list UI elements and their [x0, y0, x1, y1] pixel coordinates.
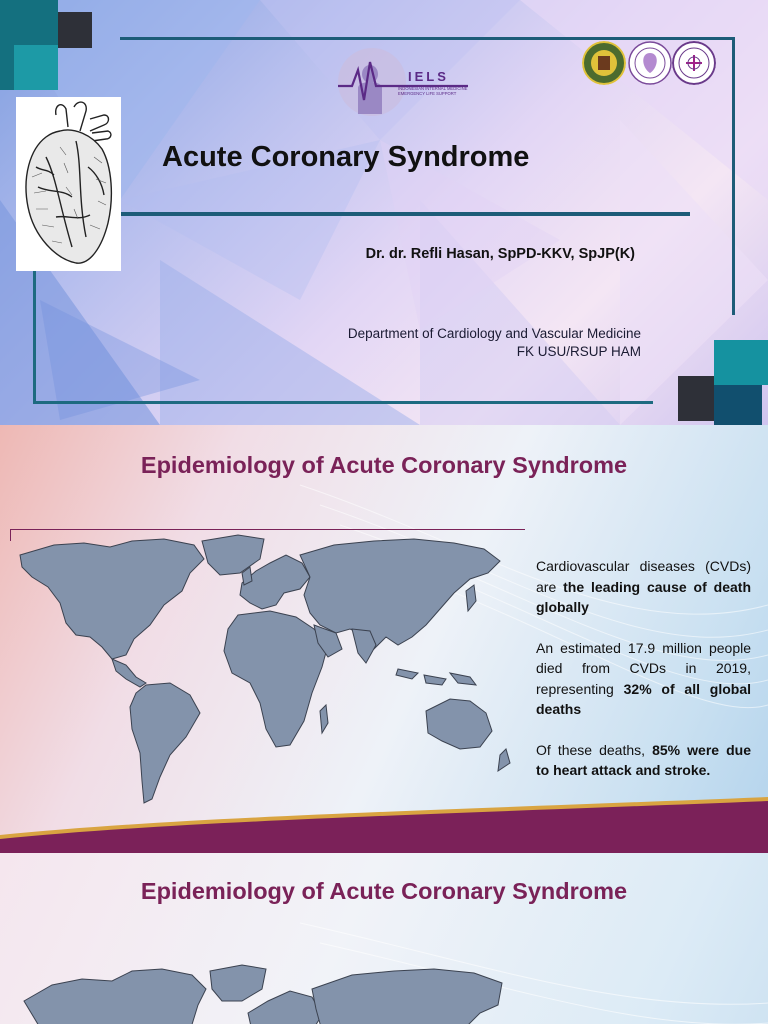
epidemiology-slide [0, 425, 768, 853]
paragraph-1-text: Cardiovascular diseases (CVDs) are [536, 558, 751, 595]
north-america-landmass [20, 539, 204, 659]
author-name: Dr. dr. Refli Hasan, SpPD-KKV, SpJP(K) [365, 246, 635, 262]
epidemiology-slide-2 [0, 853, 768, 1024]
bottom-wave-decoration [0, 793, 768, 853]
slide-title: Epidemiology of Acute Coronary Syndrome [140, 878, 628, 904]
slide-title: Epidemiology of Acute Coronary Syndrome [140, 452, 628, 478]
frame-line-bottom [33, 401, 653, 404]
world-map [14, 533, 514, 813]
africa-landmass [224, 611, 328, 747]
department [348, 325, 641, 361]
paragraph-2-text: An estimated 17.9 million people died from CVDs in 2019, representing [536, 639, 751, 697]
department-line-1: Department of Cardiology and Vascular Medicine [347, 326, 641, 341]
corner-square-navy [714, 385, 762, 425]
epidemiology-text [536, 556, 751, 801]
world-map-partial [22, 961, 522, 1024]
paragraph-3 [536, 740, 751, 781]
title-divider [10, 529, 525, 530]
slide-title: Acute Coronary Syndrome [162, 141, 530, 173]
iels-logo-subtitle: INDONESIAN INTERNAL MEDICINE EMERGENCY LIFE SUPPORT [398, 86, 468, 96]
iels-logo [332, 42, 472, 122]
title-divider-tick [10, 529, 11, 541]
society-seal-icon [628, 41, 672, 85]
hospital-seal-icon [672, 41, 716, 85]
department-line-2: FK USU/RSUP HAM [516, 344, 641, 359]
university-seal-icon [582, 41, 626, 85]
paragraph-1 [536, 556, 751, 618]
corner-square-dark [678, 376, 714, 421]
japan-landmass [466, 585, 476, 611]
frame-line-left [33, 268, 36, 404]
frame-line-middle [120, 212, 690, 216]
frame-line-top [120, 37, 734, 40]
corner-square-dark [58, 12, 92, 48]
indonesia-landmass [396, 669, 418, 679]
frame-line-right [732, 37, 735, 315]
central-america-landmass [112, 659, 146, 687]
anatomical-heart-icon [16, 97, 121, 271]
south-america-landmass [130, 683, 200, 803]
paragraph-2 [536, 638, 751, 720]
paragraph-3-text: Of these deaths, [536, 741, 653, 758]
madagascar-landmass [320, 705, 328, 733]
paragraph-3-bold: 85% were due to heart attack and stroke. [536, 741, 751, 778]
heart-illustration [16, 97, 121, 271]
title-slide [0, 0, 768, 425]
iels-logo-text: IELS [408, 69, 449, 84]
corner-square-light-teal [14, 45, 58, 90]
paragraph-2-bold: 32% of all global deaths [536, 680, 751, 717]
australia-landmass [426, 699, 492, 749]
iels-logo-icon [332, 42, 472, 122]
paragraph-1-bold: the leading cause of death globally [536, 578, 751, 615]
greenland-landmass [202, 535, 264, 575]
corner-square-teal [714, 340, 768, 385]
new-zealand-landmass [498, 749, 510, 771]
